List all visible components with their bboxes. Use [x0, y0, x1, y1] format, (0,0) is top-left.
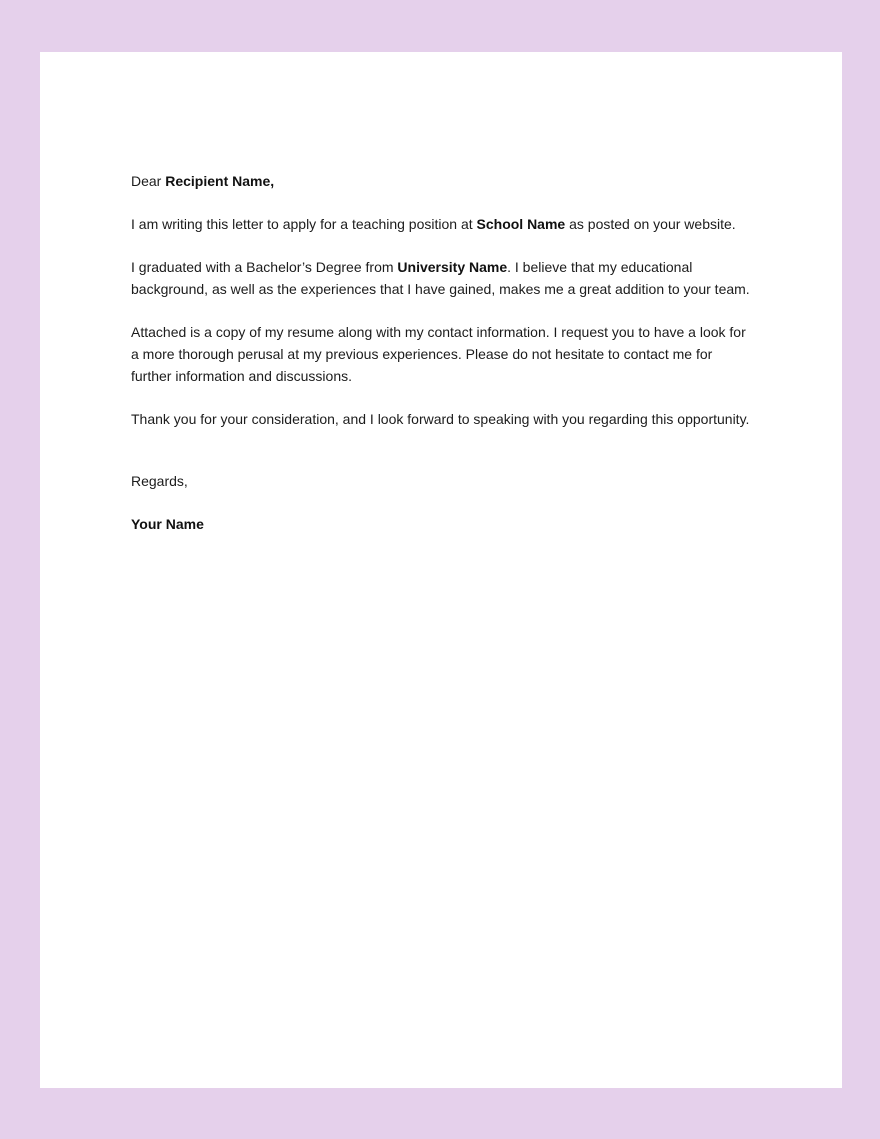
salutation — [131, 170, 751, 192]
salutation-prefix: Dear — [131, 173, 166, 189]
recipient-name: Recipient Name, — [165, 173, 275, 189]
education-text-after: . I believe that my educational background, as well as the experiences that I have gained, makes me a great addition to your team. — [131, 259, 750, 297]
university-name: University Name — [397, 259, 508, 275]
letter-page — [40, 52, 842, 1088]
paragraph-thanks: Thank you for your consideration, and I look forward to speaking with you regarding this opportunity. — [131, 411, 750, 427]
signature-name: Your Name — [131, 516, 204, 532]
paragraph-intro — [131, 213, 751, 235]
signature — [131, 513, 751, 535]
intro-text-after: as posted on your website. — [565, 216, 736, 232]
paragraph-education — [131, 256, 751, 300]
intro-text-before: I am writing this letter to apply for a teaching position at — [131, 216, 477, 232]
paragraph-resume: Attached is a copy of my resume along with my contact information. I request you to have a look for a more thorough perusal at my previous experiences. Please do not hesitate to contact me for further information and discussions. — [131, 324, 746, 384]
school-name: School Name — [476, 216, 566, 232]
education-text-before: I graduated with a Bachelor’s Degree from — [131, 259, 398, 275]
closing: Regards, — [131, 473, 188, 489]
letter-body — [131, 170, 751, 556]
